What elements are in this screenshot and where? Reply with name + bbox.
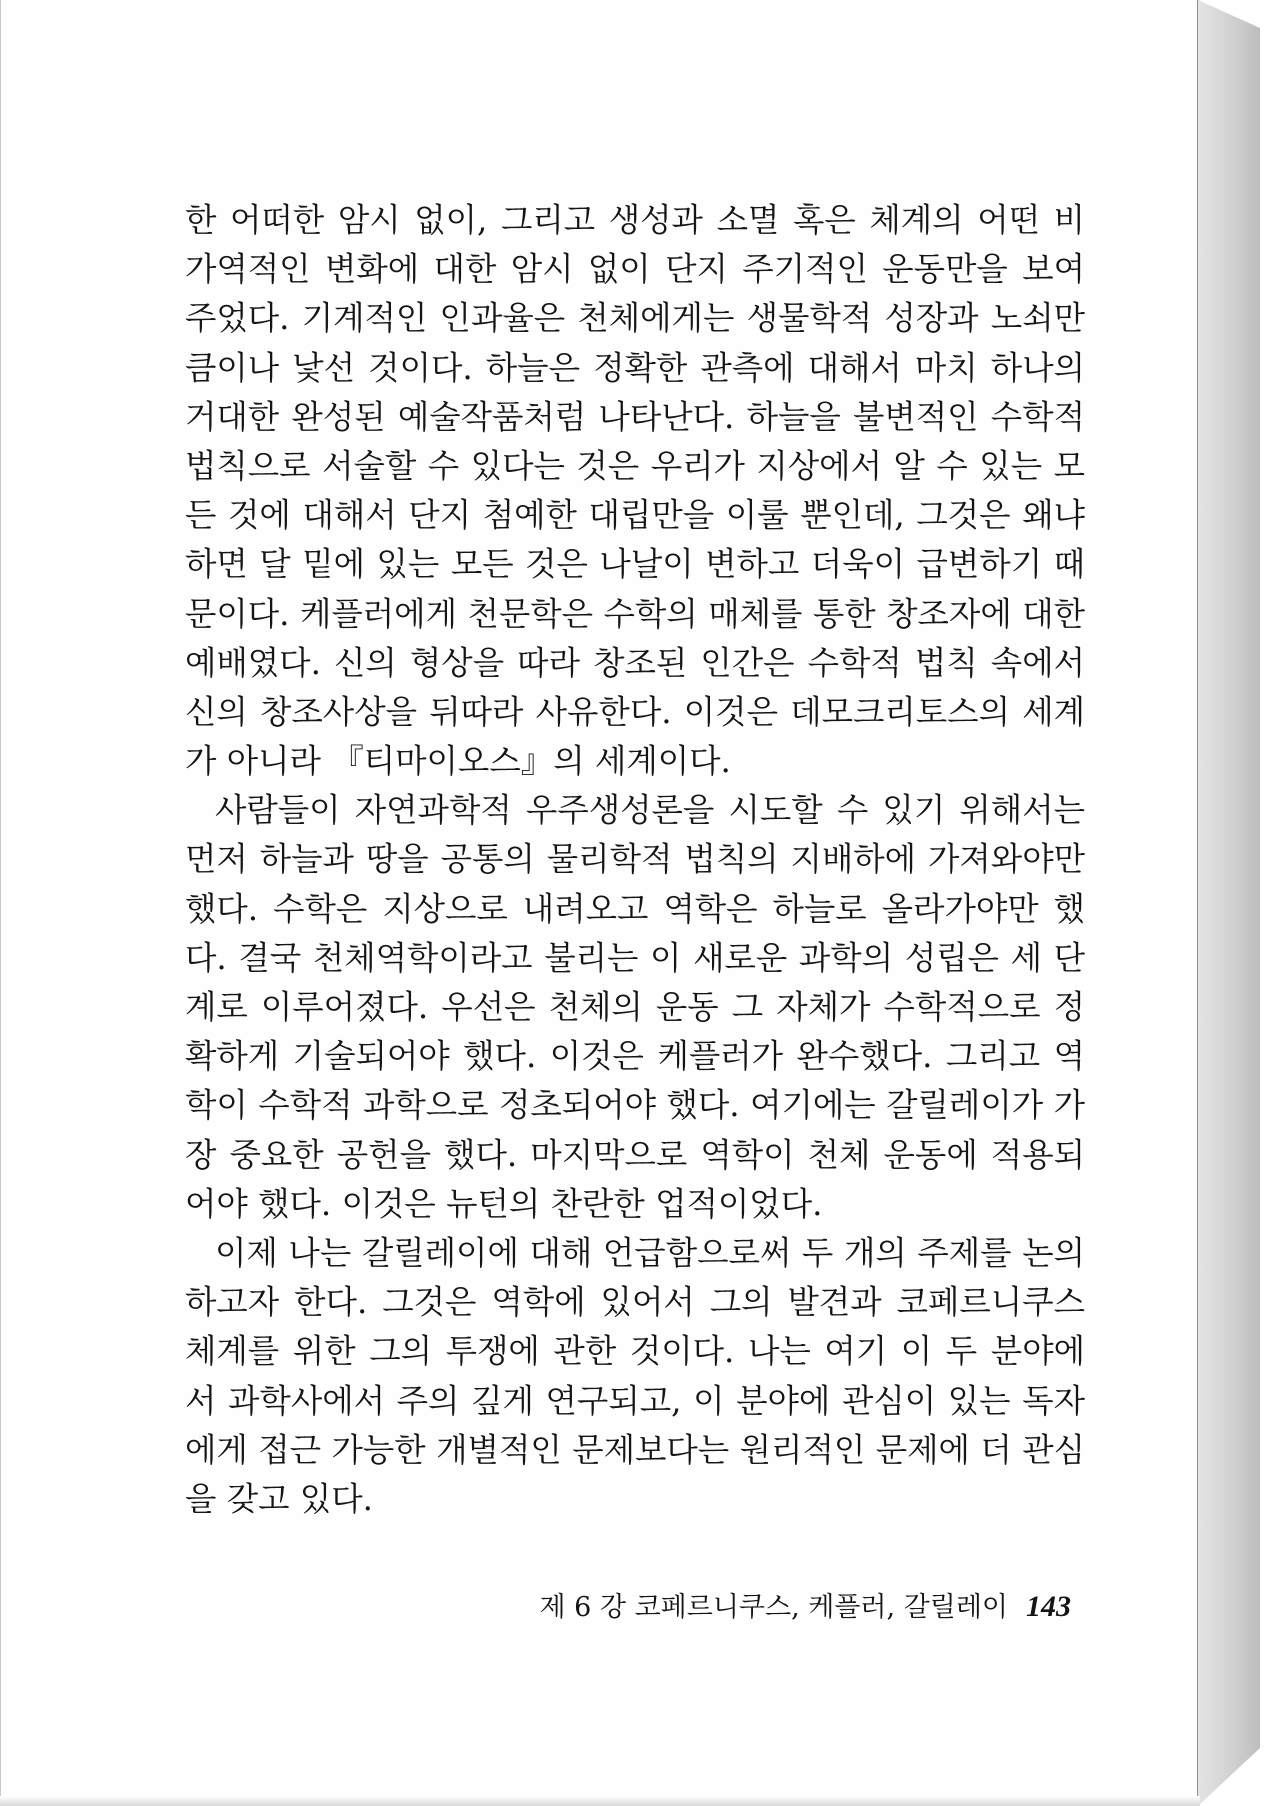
book-page-edge <box>1198 0 1260 1806</box>
text-line: 가역적인 변화에 대한 암시 없이 단지 주기적인 운동만을 보여 <box>185 250 1085 289</box>
paragraph <box>185 1229 1085 1524</box>
text-line: 한 어떠한 암시 없이, 그리고 생성과 소멸 혹은 체계의 어떤 비 <box>185 201 1085 239</box>
text-line: 든 것에 대해서 단지 첨예한 대립만을 이룰 뿐인데, 그것은 왜냐 <box>185 496 1085 535</box>
body-text <box>185 196 1085 1524</box>
running-head: 제 6 강 코페르니쿠스, 케플러, 갈릴레이 <box>539 1592 1008 1623</box>
page-bottom-shadow <box>0 1796 1200 1806</box>
page-number: 143 <box>1026 1590 1071 1623</box>
text-line: 문이다. 케플러에게 천문학은 수학의 매체를 통한 창조자에 대한 <box>185 594 1085 633</box>
text-line: 에게 접근 가능한 개별적인 문제보다는 원리적인 문제에 더 관심 <box>185 1430 1085 1469</box>
text-line: 사람들이 자연과학적 우주생성론을 시도할 수 있기 위해서는 <box>215 791 1085 830</box>
text-line: 학이 수학적 과학으로 정초되어야 했다. 여기에는 갈릴레이가 가 <box>185 1086 1085 1125</box>
text-line: 거대한 완성된 예술작품처럼 나타난다. 하늘을 불변적인 수학적 <box>185 397 1085 436</box>
text-line: 예배였다. 신의 형상을 따라 창조된 인간은 수학적 법칙 속에서 <box>185 643 1085 682</box>
page-footer <box>491 1585 1071 1624</box>
text-line: 을 갖고 있다. <box>185 1479 373 1518</box>
text-line: 이제 나는 갈릴레이에 대해 언급함으로써 두 개의 주제를 논의 <box>215 1233 1085 1272</box>
text-line: 법칙으로 서술할 수 있다는 것은 우리가 지상에서 알 수 있는 모 <box>185 446 1085 485</box>
text-line: 장 중요한 공헌을 했다. 마지막으로 역학이 천체 운동에 적용되 <box>185 1135 1085 1174</box>
text-line: 가 아니라 『티마이오스』의 세계이다. <box>185 742 731 781</box>
text-line: 큼이나 낯선 것이다. 하늘은 정확한 관측에 대해서 마치 하나의 <box>185 348 1085 387</box>
text-line: 확하게 기술되어야 했다. 이것은 케플러가 완수했다. 그리고 역 <box>185 1037 1085 1076</box>
text-line: 체계를 위한 그의 투쟁에 관한 것이다. 나는 여기 이 두 분야에 <box>185 1332 1085 1371</box>
text-line: 다. 결국 천체역학이라고 불리는 이 새로운 과학의 성립은 세 단 <box>185 938 1085 977</box>
text-line: 주었다. 기계적인 인과율은 천체에게는 생물학적 성장과 노쇠만 <box>185 299 1085 338</box>
text-line: 계로 이루어졌다. 우선은 천체의 운동 그 자체가 수학적으로 정 <box>185 988 1085 1026</box>
text-line: 했다. 수학은 지상으로 내려오고 역학은 하늘로 올라가야만 했 <box>185 889 1085 928</box>
paragraph <box>185 196 1085 786</box>
text-line: 먼저 하늘과 땅을 공통의 물리학적 법칙의 지배하에 가져와야만 <box>185 840 1085 879</box>
text-line: 신의 창조사상을 뒤따라 사유한다. 이것은 데모크리토스의 세계 <box>185 692 1085 731</box>
text-line: 서 과학사에서 주의 깊게 연구되고, 이 분야에 관심이 있는 독자 <box>185 1381 1085 1420</box>
text-line: 어야 했다. 이것은 뉴턴의 찬란한 업적이었다. <box>185 1184 823 1223</box>
text-line: 하면 달 밑에 있는 모든 것은 나날이 변하고 더욱이 급변하기 때 <box>185 545 1085 584</box>
text-line: 하고자 한다. 그것은 역학에 있어서 그의 발견과 코페르니쿠스 <box>185 1283 1085 1322</box>
paragraph <box>185 786 1085 1229</box>
